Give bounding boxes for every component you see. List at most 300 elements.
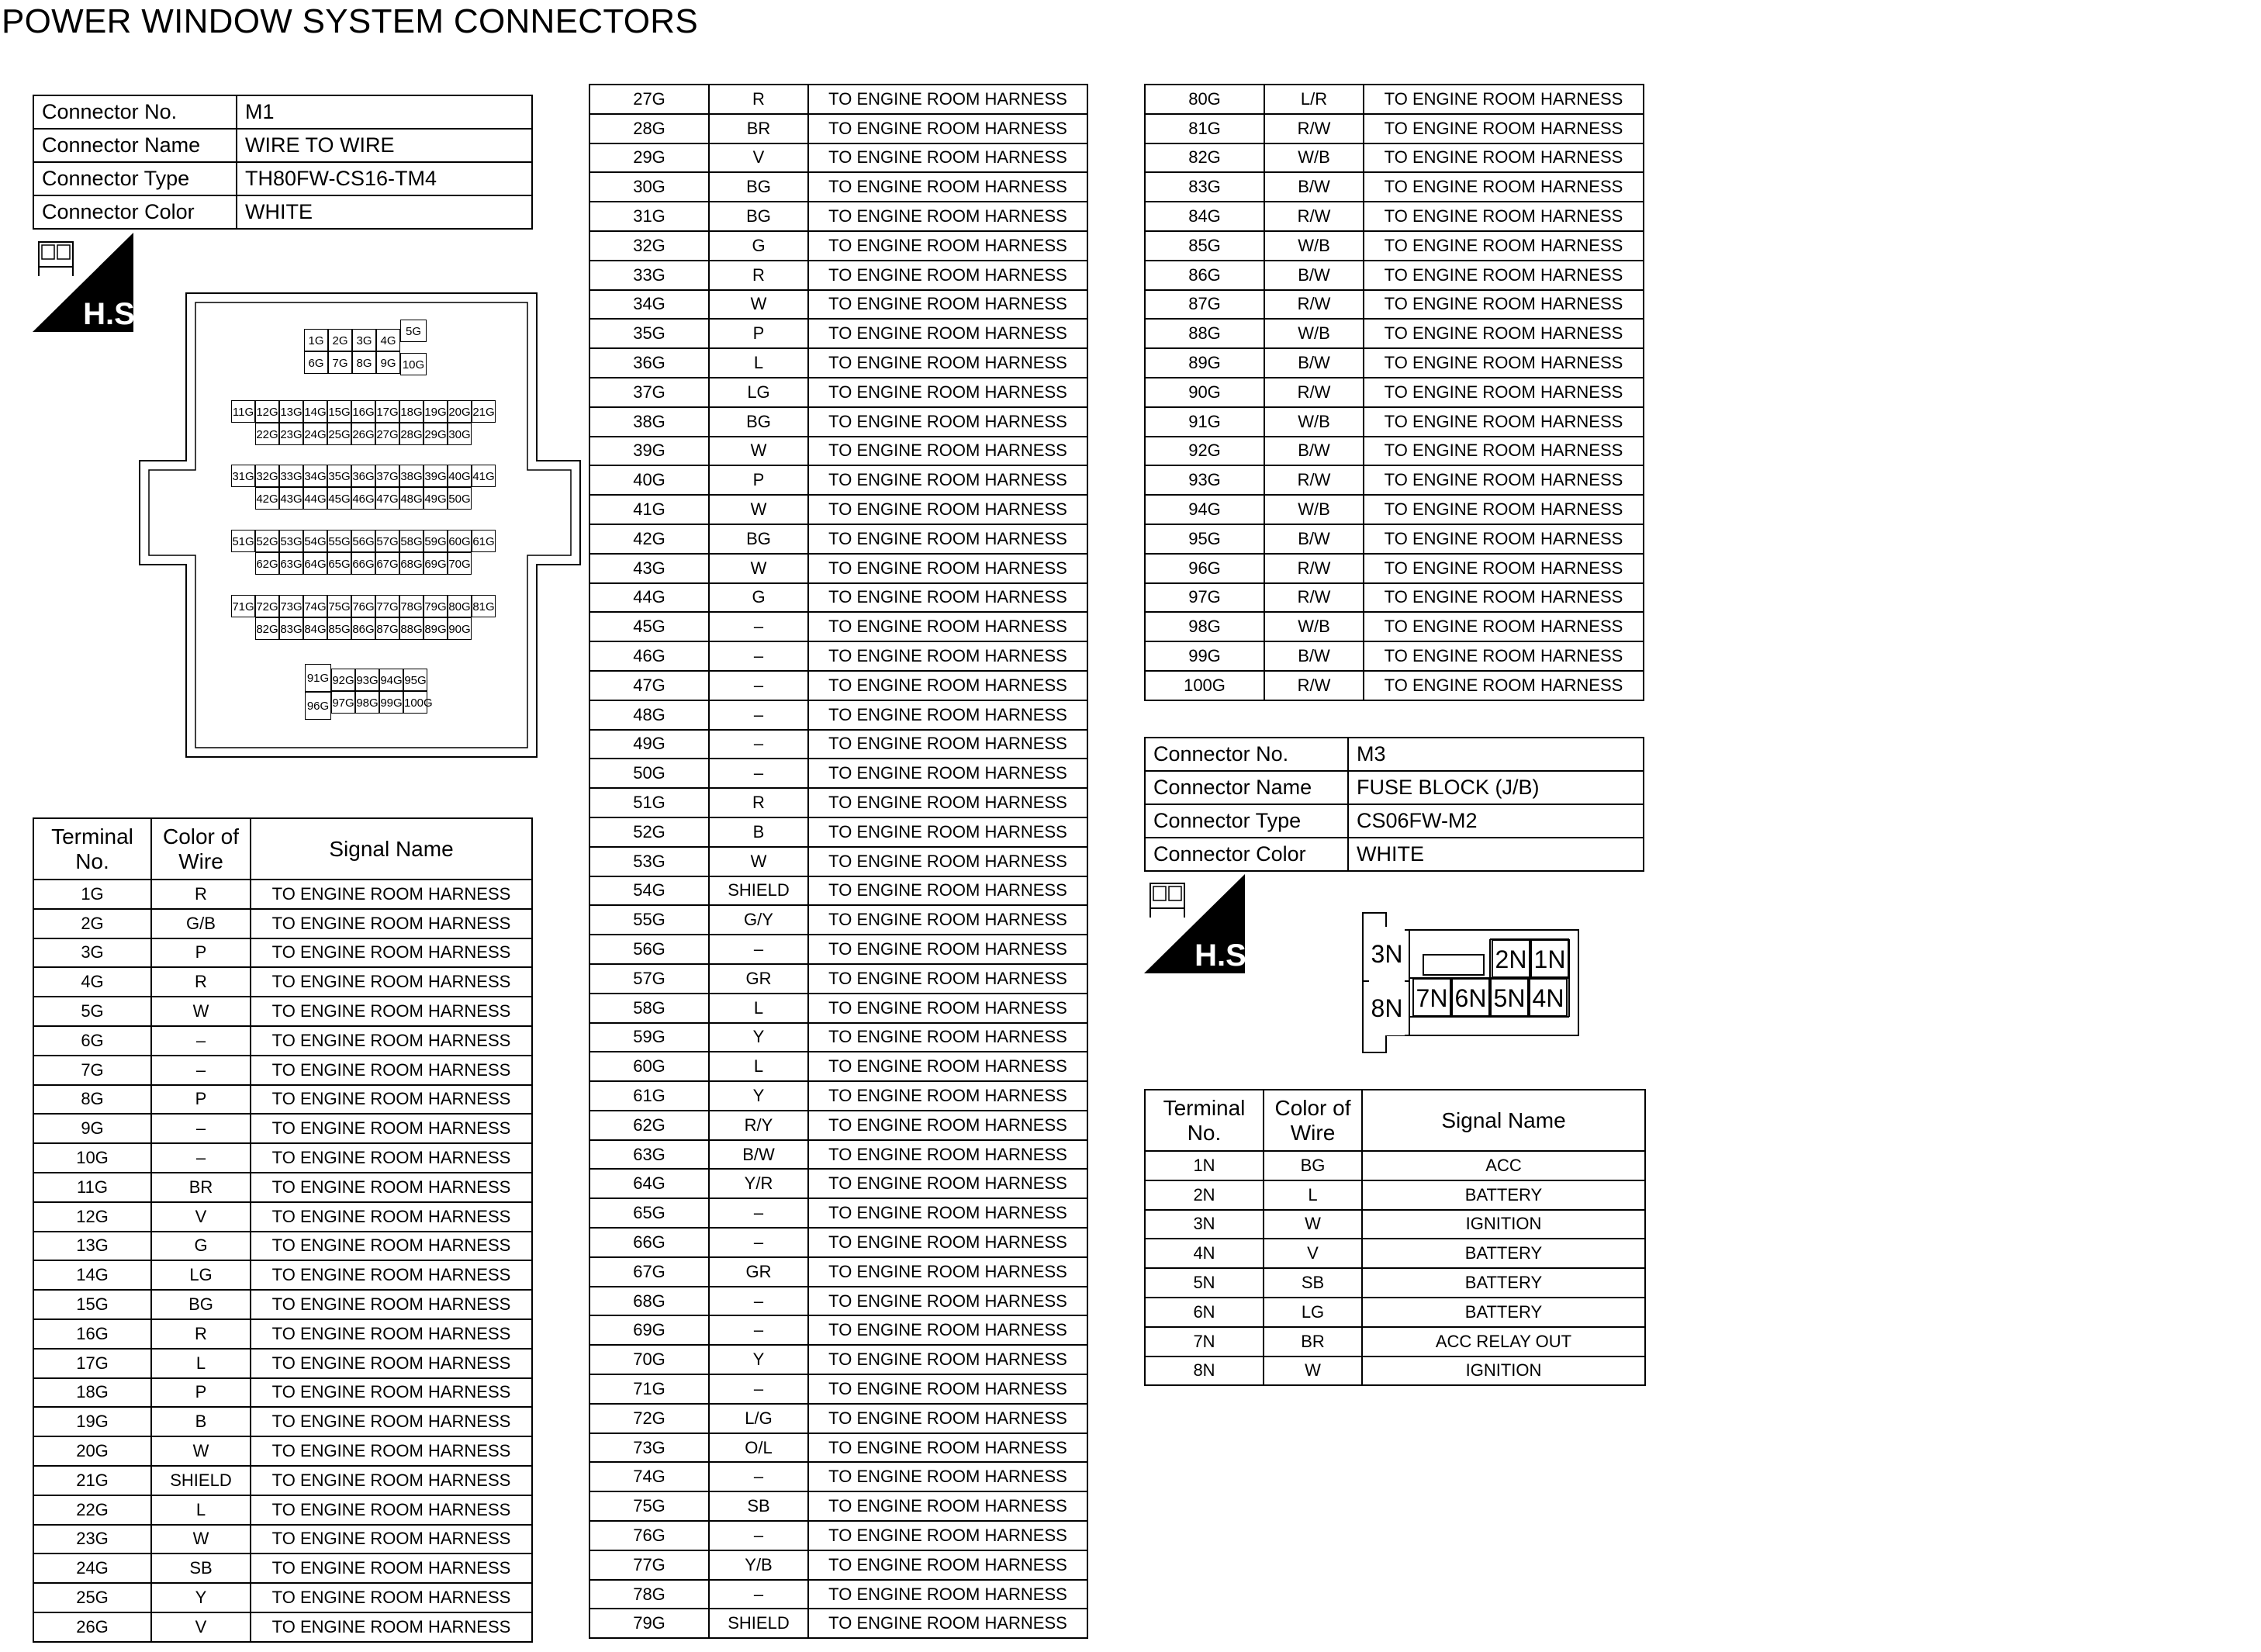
color-cell: P (151, 1085, 251, 1115)
table-row (589, 495, 1087, 524)
signal-cell: TO ENGINE ROOM HARNESS (808, 847, 1087, 876)
terminal-cell: 8G (33, 1085, 151, 1115)
terminal-cell: 13G (33, 1232, 151, 1261)
signal-cell: TO ENGINE ROOM HARNESS (251, 1260, 532, 1290)
table-row (589, 1198, 1087, 1228)
signal-cell: TO ENGINE ROOM HARNESS (808, 1111, 1087, 1140)
signal-cell: TO ENGINE ROOM HARNESS (1364, 671, 1644, 700)
terminal-cell: 81G (1145, 114, 1264, 143)
terminal-cell: 89G (1145, 348, 1264, 378)
pin-86G: 86G (351, 617, 375, 640)
info-value: CS06FW-M2 (1348, 804, 1644, 838)
terminal-cell: 57G (589, 964, 709, 994)
color-cell: W/B (1264, 407, 1364, 437)
color-cell: – (709, 612, 808, 641)
svg-text:H.S.: H.S. (1194, 938, 1255, 973)
signal-cell: ACC RELAY OUT (1362, 1327, 1645, 1357)
color-cell: R (709, 788, 808, 817)
color-cell: BG (709, 524, 808, 554)
color-cell: – (709, 641, 808, 671)
color-cell: R (709, 261, 808, 290)
table-row (589, 554, 1087, 583)
pin-11G: 11G (231, 400, 255, 423)
pin-88G: 88G (399, 617, 424, 640)
color-cell: LG (1264, 1298, 1362, 1327)
info-key: Connector Color (33, 195, 237, 229)
signal-cell: TO ENGINE ROOM HARNESS (1364, 524, 1644, 554)
terminal-cell: 23G (33, 1525, 151, 1554)
pin-46G: 46G (351, 487, 375, 510)
table-row (589, 994, 1087, 1023)
info-row (1145, 771, 1644, 804)
table-row (1145, 671, 1644, 700)
header-terminal: Terminal No. (1145, 1090, 1264, 1151)
m3-connector-info (1144, 737, 1644, 872)
pin-38G: 38G (399, 465, 424, 487)
table-row (589, 348, 1087, 378)
table-row (589, 759, 1087, 788)
color-cell: B/W (1264, 524, 1364, 554)
pin-21G: 21G (472, 400, 496, 423)
signal-cell: TO ENGINE ROOM HARNESS (251, 1114, 532, 1143)
terminal-cell: 34G (589, 290, 709, 320)
signal-cell: TO ENGINE ROOM HARNESS (808, 788, 1087, 817)
color-cell: – (709, 1374, 808, 1404)
signal-cell: TO ENGINE ROOM HARNESS (1364, 495, 1644, 524)
signal-cell: TO ENGINE ROOM HARNESS (808, 290, 1087, 320)
pin-25G: 25G (327, 423, 351, 445)
color-cell: R/W (1264, 114, 1364, 143)
table-row (589, 378, 1087, 407)
info-row (33, 129, 532, 162)
signal-cell: TO ENGINE ROOM HARNESS (808, 759, 1087, 788)
table-row (589, 583, 1087, 613)
signal-cell: TO ENGINE ROOM HARNESS (251, 1407, 532, 1436)
pin-29G: 29G (424, 423, 448, 445)
signal-cell: TO ENGINE ROOM HARNESS (808, 202, 1087, 231)
table-row (33, 938, 532, 968)
color-cell: R (709, 85, 808, 114)
pin-100G: 100G (403, 691, 427, 714)
table-row (33, 1319, 532, 1349)
terminal-cell: 17G (33, 1349, 151, 1378)
color-cell: R/W (1264, 583, 1364, 613)
table-row (33, 1436, 532, 1466)
signal-cell: TO ENGINE ROOM HARNESS (808, 1140, 1087, 1170)
info-value: M1 (237, 95, 532, 129)
terminal-cell: 68G (589, 1287, 709, 1316)
table-row (589, 1228, 1087, 1257)
color-cell: GR (709, 1257, 808, 1287)
color-cell: P (151, 1378, 251, 1408)
color-cell: R/W (1264, 465, 1364, 495)
table-row (33, 1173, 532, 1202)
pin-56G: 56G (351, 530, 375, 552)
color-cell: P (151, 938, 251, 968)
table-row (1145, 290, 1644, 320)
m1-connector-info (33, 95, 533, 230)
color-cell: W/B (1264, 495, 1364, 524)
terminal-cell: 77G (589, 1550, 709, 1580)
pin-33G: 33G (279, 465, 303, 487)
pin-70G: 70G (448, 552, 472, 575)
table-row (33, 1349, 532, 1378)
pin-98G: 98G (355, 691, 379, 714)
signal-cell: TO ENGINE ROOM HARNESS (1364, 290, 1644, 320)
color-cell: W (151, 1525, 251, 1554)
table-row (33, 909, 532, 938)
table-row (33, 1495, 532, 1525)
pin-61G: 61G (472, 530, 496, 552)
terminal-cell: 90G (1145, 378, 1264, 407)
signal-cell: TO ENGINE ROOM HARNESS (808, 671, 1087, 700)
signal-cell: TO ENGINE ROOM HARNESS (808, 730, 1087, 759)
info-key: Connector Type (33, 162, 237, 195)
table-row (1145, 143, 1644, 173)
info-key: Connector Name (1145, 771, 1348, 804)
terminal-cell: 4N (1145, 1239, 1264, 1268)
terminal-cell: 11G (33, 1173, 151, 1202)
signal-cell: TO ENGINE ROOM HARNESS (808, 1609, 1087, 1638)
pin-81G: 81G (472, 595, 496, 617)
pin-3N: 3N (1369, 927, 1405, 981)
terminal-cell: 4G (33, 967, 151, 997)
pin-83G: 83G (279, 617, 303, 640)
table-row (589, 1052, 1087, 1081)
color-cell: W (709, 495, 808, 524)
pin-6N: 6N (1451, 978, 1490, 1017)
pin-59G: 59G (424, 530, 448, 552)
pin-52G: 52G (255, 530, 279, 552)
terminal-cell: 61G (589, 1081, 709, 1111)
terminal-cell: 8N (1145, 1357, 1264, 1386)
signal-cell: TO ENGINE ROOM HARNESS (251, 1436, 532, 1466)
terminal-cell: 59G (589, 1023, 709, 1052)
signal-cell: TO ENGINE ROOM HARNESS (251, 1583, 532, 1612)
signal-cell: TO ENGINE ROOM HARNESS (1364, 348, 1644, 378)
signal-cell: TO ENGINE ROOM HARNESS (808, 143, 1087, 173)
table-row (589, 1169, 1087, 1198)
terminal-cell: 33G (589, 261, 709, 290)
table-row (589, 641, 1087, 671)
signal-cell: TO ENGINE ROOM HARNESS (808, 641, 1087, 671)
color-cell: Y (709, 1345, 808, 1374)
signal-cell: TO ENGINE ROOM HARNESS (251, 1495, 532, 1525)
table-row (589, 817, 1087, 847)
signal-cell: TO ENGINE ROOM HARNESS (1364, 231, 1644, 261)
pin-80G: 80G (448, 595, 472, 617)
terminal-cell: 42G (589, 524, 709, 554)
color-cell: BG (709, 202, 808, 231)
signal-cell: TO ENGINE ROOM HARNESS (808, 1228, 1087, 1257)
header-row (1145, 1090, 1645, 1151)
terminal-cell: 37G (589, 378, 709, 407)
table-row (33, 880, 532, 909)
color-cell: SHIELD (709, 876, 808, 906)
signal-cell: TO ENGINE ROOM HARNESS (808, 583, 1087, 613)
color-cell: W (1264, 1357, 1362, 1386)
color-cell: L (151, 1349, 251, 1378)
signal-cell: TO ENGINE ROOM HARNESS (1364, 583, 1644, 613)
color-cell: – (709, 1521, 808, 1550)
connector-icon (33, 233, 143, 332)
color-cell: Y/R (709, 1169, 808, 1198)
table-row (1145, 1298, 1645, 1327)
signal-cell: TO ENGINE ROOM HARNESS (808, 1521, 1087, 1550)
pin-93G: 93G (355, 669, 379, 691)
table-row (589, 788, 1087, 817)
pin-39G: 39G (424, 465, 448, 487)
table-row (33, 1378, 532, 1408)
pin-18G: 18G (399, 400, 424, 423)
color-cell: LG (709, 378, 808, 407)
color-cell: BR (1264, 1327, 1362, 1357)
terminal-cell: 46G (589, 641, 709, 671)
terminal-cell: 86G (1145, 261, 1264, 290)
signal-cell: BATTERY (1362, 1239, 1645, 1268)
table-row (33, 997, 532, 1026)
pin-91G: 91G (305, 664, 331, 692)
pin-3G: 3G (352, 329, 376, 351)
info-value: WHITE (237, 195, 532, 229)
table-row (1145, 1239, 1645, 1268)
pin-19G: 19G (424, 400, 448, 423)
color-cell: BR (709, 114, 808, 143)
pin-4N: 4N (1529, 978, 1568, 1017)
color-cell: SB (709, 1491, 808, 1521)
terminal-cell: 45G (589, 612, 709, 641)
terminal-cell: 76G (589, 1521, 709, 1550)
info-row (1145, 838, 1644, 871)
signal-cell: TO ENGINE ROOM HARNESS (808, 817, 1087, 847)
terminal-cell: 2N (1145, 1180, 1264, 1210)
info-row (33, 195, 532, 229)
color-cell: B (151, 1407, 251, 1436)
signal-cell: TO ENGINE ROOM HARNESS (1364, 437, 1644, 466)
table-row (33, 1525, 532, 1554)
terminal-cell: 99G (1145, 641, 1264, 671)
color-cell: SB (1264, 1268, 1362, 1298)
table-row (1145, 1151, 1645, 1180)
terminal-cell: 39G (589, 437, 709, 466)
table-row (1145, 407, 1644, 437)
pin-26G: 26G (351, 423, 375, 445)
pin-28G: 28G (399, 423, 424, 445)
m1-terminal-table-2 (589, 84, 1088, 1639)
table-row (33, 1260, 532, 1290)
pin-47G: 47G (375, 487, 399, 510)
table-row (33, 1232, 532, 1261)
signal-cell: TO ENGINE ROOM HARNESS (808, 935, 1087, 964)
pin-9G: 9G (376, 351, 400, 374)
info-row (33, 162, 532, 195)
color-cell: R/Y (709, 1111, 808, 1140)
table-row (589, 85, 1087, 114)
table-row (589, 876, 1087, 906)
info-key: Connector No. (1145, 738, 1348, 771)
header-color: Color of Wire (1264, 1090, 1362, 1151)
color-cell: – (709, 700, 808, 730)
color-cell: L (709, 1052, 808, 1081)
pin-10G: 10G (400, 353, 427, 375)
signal-cell: BATTERY (1362, 1180, 1645, 1210)
color-cell: W (709, 847, 808, 876)
table-row (589, 524, 1087, 554)
pin-36G: 36G (351, 465, 375, 487)
pin-54G: 54G (303, 530, 327, 552)
signal-cell: TO ENGINE ROOM HARNESS (251, 1554, 532, 1583)
color-cell: – (709, 1287, 808, 1316)
terminal-cell: 27G (589, 85, 709, 114)
pin-8N: 8N (1369, 981, 1405, 1035)
signal-cell: TO ENGINE ROOM HARNESS (1364, 143, 1644, 173)
pin-50G: 50G (448, 487, 472, 510)
color-cell: V (1264, 1239, 1362, 1268)
color-cell: R (151, 1319, 251, 1349)
signal-cell: TO ENGINE ROOM HARNESS (1364, 85, 1644, 114)
m3-terminal-table (1144, 1089, 1646, 1386)
table-row (589, 847, 1087, 876)
pin-49G: 49G (424, 487, 448, 510)
pin-4G: 4G (376, 329, 400, 351)
pin-32G: 32G (255, 465, 279, 487)
table-row (33, 1290, 532, 1319)
signal-cell: TO ENGINE ROOM HARNESS (251, 1378, 532, 1408)
terminal-cell: 3G (33, 938, 151, 968)
terminal-cell: 7G (33, 1056, 151, 1085)
color-cell: R/W (1264, 290, 1364, 320)
terminal-cell: 97G (1145, 583, 1264, 613)
pin-30G: 30G (448, 423, 472, 445)
terminal-cell: 24G (33, 1554, 151, 1583)
terminal-cell: 28G (589, 114, 709, 143)
pin-7N: 7N (1412, 978, 1451, 1017)
signal-cell: TO ENGINE ROOM HARNESS (808, 1257, 1087, 1287)
terminal-cell: 60G (589, 1052, 709, 1081)
terminal-cell: 21G (33, 1466, 151, 1495)
terminal-cell: 83G (1145, 172, 1264, 202)
signal-cell: TO ENGINE ROOM HARNESS (808, 85, 1087, 114)
terminal-cell: 52G (589, 817, 709, 847)
signal-cell: TO ENGINE ROOM HARNESS (1364, 202, 1644, 231)
terminal-cell: 16G (33, 1319, 151, 1349)
signal-cell: TO ENGINE ROOM HARNESS (808, 1374, 1087, 1404)
terminal-cell: 32G (589, 231, 709, 261)
info-key: Connector Type (1145, 804, 1348, 838)
info-key: Connector No. (33, 95, 237, 129)
pin-53G: 53G (279, 530, 303, 552)
table-row (1145, 554, 1644, 583)
terminal-cell: 58G (589, 994, 709, 1023)
signal-cell: TO ENGINE ROOM HARNESS (808, 1580, 1087, 1609)
table-row (589, 1550, 1087, 1580)
signal-cell: TO ENGINE ROOM HARNESS (251, 967, 532, 997)
color-cell: B/W (1264, 172, 1364, 202)
pin-34G: 34G (303, 465, 327, 487)
color-cell: G/B (151, 909, 251, 938)
terminal-cell: 6N (1145, 1298, 1264, 1327)
table-row (1145, 319, 1644, 348)
table-row (589, 143, 1087, 173)
table-row (1145, 348, 1644, 378)
table-row (589, 437, 1087, 466)
terminal-cell: 47G (589, 671, 709, 700)
pin-87G: 87G (375, 617, 399, 640)
table-row (1145, 172, 1644, 202)
color-cell: P (709, 319, 808, 348)
table-row (1145, 641, 1644, 671)
pin-79G: 79G (424, 595, 448, 617)
terminal-cell: 5G (33, 997, 151, 1026)
pin-74G: 74G (303, 595, 327, 617)
signal-cell: TO ENGINE ROOM HARNESS (251, 1085, 532, 1115)
table-row (33, 1554, 532, 1583)
pin-8G: 8G (352, 351, 376, 374)
color-cell: R/W (1264, 554, 1364, 583)
pin-92G: 92G (331, 669, 355, 691)
signal-cell: TO ENGINE ROOM HARNESS (808, 1491, 1087, 1521)
signal-cell: IGNITION (1362, 1357, 1645, 1386)
pin-95G: 95G (403, 669, 427, 691)
pin-84G: 84G (303, 617, 327, 640)
pin-48G: 48G (399, 487, 424, 510)
color-cell: W (151, 1436, 251, 1466)
color-cell: W (709, 554, 808, 583)
color-cell: – (709, 1228, 808, 1257)
signal-cell: TO ENGINE ROOM HARNESS (808, 1345, 1087, 1374)
signal-cell: TO ENGINE ROOM HARNESS (1364, 612, 1644, 641)
terminal-cell: 40G (589, 465, 709, 495)
signal-cell: TO ENGINE ROOM HARNESS (808, 1023, 1087, 1052)
header-color: Color of Wire (151, 818, 251, 880)
signal-cell: TO ENGINE ROOM HARNESS (251, 880, 532, 909)
pin-69G: 69G (424, 552, 448, 575)
table-row (589, 1491, 1087, 1521)
terminal-cell: 20G (33, 1436, 151, 1466)
pin-27G: 27G (375, 423, 399, 445)
signal-cell: IGNITION (1362, 1210, 1645, 1239)
signal-cell: TO ENGINE ROOM HARNESS (251, 1143, 532, 1173)
info-value: TH80FW-CS16-TM4 (237, 162, 532, 195)
table-row (1145, 1327, 1645, 1357)
table-row (589, 1580, 1087, 1609)
info-value: WHITE (1348, 838, 1644, 871)
terminal-cell: 22G (33, 1495, 151, 1525)
signal-cell: TO ENGINE ROOM HARNESS (808, 407, 1087, 437)
color-cell: R (151, 967, 251, 997)
color-cell: Y/B (709, 1550, 808, 1580)
table-row (1145, 495, 1644, 524)
pin-51G: 51G (231, 530, 255, 552)
table-row (33, 1026, 532, 1056)
table-row (33, 1056, 532, 1085)
terminal-cell: 93G (1145, 465, 1264, 495)
terminal-cell: 84G (1145, 202, 1264, 231)
table-row (33, 1114, 532, 1143)
signal-cell: ACC (1362, 1151, 1645, 1180)
signal-cell: TO ENGINE ROOM HARNESS (1364, 465, 1644, 495)
color-cell: R (151, 880, 251, 909)
terminal-cell: 56G (589, 935, 709, 964)
color-cell: L (1264, 1180, 1362, 1210)
pin-76G: 76G (351, 595, 375, 617)
table-row (1145, 85, 1644, 114)
pin-63G: 63G (279, 552, 303, 575)
pin-45G: 45G (327, 487, 351, 510)
terminal-cell: 38G (589, 407, 709, 437)
table-row (589, 1023, 1087, 1052)
table-row (1145, 378, 1644, 407)
